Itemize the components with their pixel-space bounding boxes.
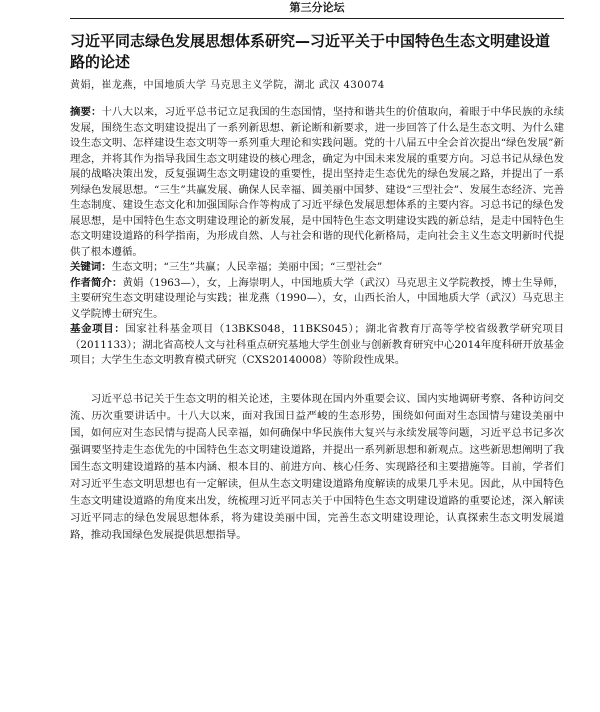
funding-label: 基金项目：	[70, 323, 126, 335]
running-head: 第三分论坛	[70, 0, 564, 19]
keywords-text: 生态文明；“三生”共赢；人民幸福；美丽中国；“三型社会”	[111, 261, 383, 273]
paper-title: 习近平同志绿色发展思想体系研究—习近平关于中国特色生态文明建设道路的论述	[70, 32, 551, 71]
funding-text: 国家社科基金项目（13BKS048，11BKS045）；湖北省教育厅高等学校省级教学研究项目（2011133）；湖北省高校人文与社科重点研究基地大学生创业与创新教育研究中心2014年度科研开放基金项目；大学生生态文明教育模式研究（CXS20140008）等阶段性成果。	[70, 323, 564, 366]
abstract-text: 十八大以来，习近平总书记立足我国的生态国情，坚持和谐共生的价值取向，着眼于中华民族的永续发展，围绕生态文明建设提出了一系列新思想、新论断和新要求，进一步回答了什么是生态文明、为什么建设生态文明、怎样建设生态文明等一系列重大理论和实践问题。党的十八届五中全会首次提出“绿色发展”新理念，并将其作为指导我国生态文明建设的核心理念，确定为中国未来发展的重要方向。习总书记从绿色发展的战略决策出发，反复强调生态文明建设的重要性，提出坚持走生态优先的绿色发展之路，并提出了一系列绿色发展思想。“三生”共赢发展、确保人民幸福、圆美丽中国梦、建设“三型社会”、发展生态经济、完善生态制度、建设生态文化和加强国际合作等构成了习近平绿色发展思想体系的主要内容。习总书记的绿色发展思想，是中国特色生态文明建设理论的新发展，是中国特色生态文明建设实践的新总结，是走中国特色生态文明建设道路的科学指南，为形成自然、人与社会和谐的现代化新格局，走向社会主义生态文明新时代提供了根本遵循。	[70, 106, 565, 258]
section-gap	[70, 369, 564, 391]
author-bio-label: 作者简介：	[70, 276, 123, 289]
abstract-label: 摘要：	[70, 106, 102, 118]
author-bio-text: 黄娟（1963—），女，上海崇明人，中国地质大学（武汉）马克思主义学院教授，博士生导师，主要研究生态文明建设理论与实践；崔龙燕（1990—），女，山西长治人，中国地质大学（武汉）马克思主义学院博士研究生。	[70, 276, 564, 320]
author-affiliation: 黄娟，崔龙燕，中国地质大学 马克思主义学院，湖北 武汉 430074	[70, 80, 385, 91]
abstract-section	[70, 105, 564, 369]
body-paragraph: 习近平总书记关于生态文明的相关论述，主要体现在国内外重要会议、国内实地调研考察、各种访问交流、历次重要讲话中。十八大以来，面对我国日益严峻的生态形势，围绕如何面对生态国情与建设美丽中国，如何应对生态民情与提高人民幸福，如何确保中华民族伟大复兴与永续发展等问题，习近平总书记多次强调要坚持走生态优先的中国特色生态文明建设道路，并提出一系列新思想和新观点。这些新思想阐明了我国生态文明建设道路的基本内涵、根本目的、前进方向、核心任务、实现路径和主要措施等。目前，学者们对习近平生态文明思想也有一定解读，但从生态文明建设道路角度解读的成果几乎未见。因此，从中国特色生态文明建设道路的角度来出发，统梳理习近平同志关于中国特色生态文明建设道路的重要论述，深入解读习近平同志的绿色发展思想体系，将为建设美丽中国，完善生态文明建设理论，认真探索生态文明发展道路，推动我国绿色发展提供思想指导。	[70, 392, 564, 541]
keywords-label: 关键词：	[70, 261, 112, 273]
